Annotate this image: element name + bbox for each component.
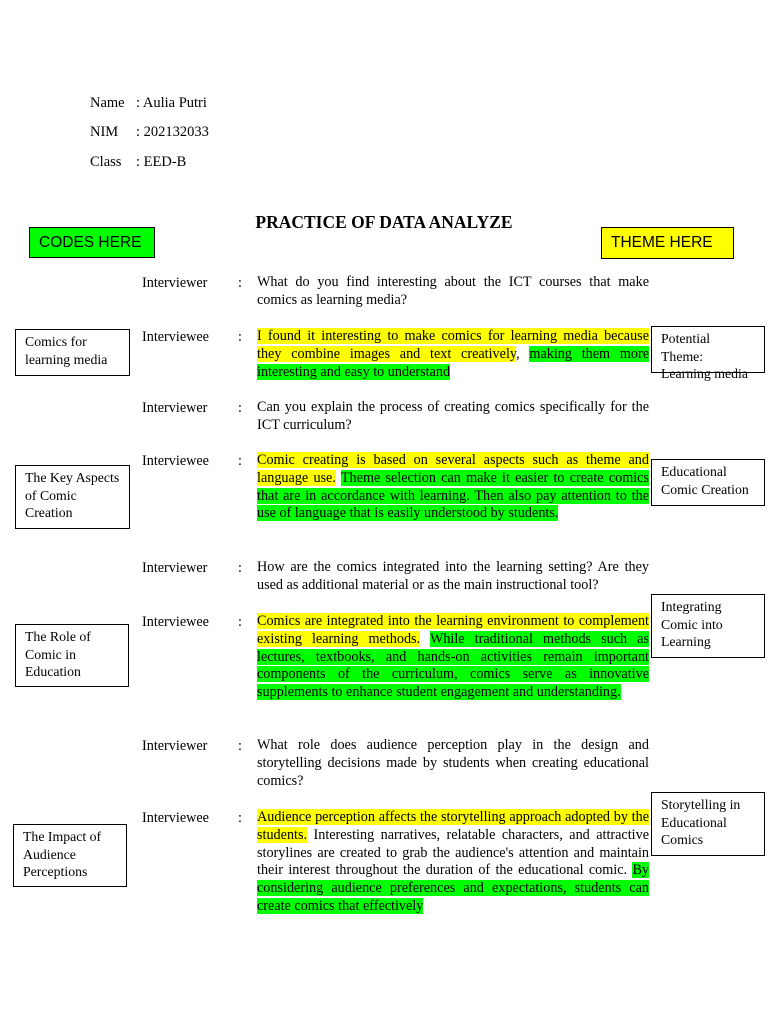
plain-text: Interesting narratives, relatable characters, and attractive storylines are created to grab the audience's attention and maintain their interest throughout the duration of the educational comic.: [257, 826, 649, 879]
page-title: PRACTICE OF DATA ANALYZE: [255, 212, 513, 232]
code-label: The Role of Comic in Education: [25, 629, 91, 680]
theme-box: [651, 594, 765, 658]
dialogue-text: [257, 452, 649, 523]
interviewer-label: Interviewer: [142, 400, 208, 416]
nim-row: [90, 123, 209, 141]
name-label: Name: [90, 95, 125, 111]
theme-highlight: While traditional methods such as lectures, textbooks, and hands-on activities remain important components of the curriculum, comics serve as innovative supplements to enhance student engagement and understanding.: [257, 630, 649, 701]
colon-separator: :: [238, 329, 242, 345]
interviewee-label: Interviewee: [142, 453, 209, 469]
interviewee-label: Interviewee: [142, 614, 209, 630]
dialogue-text: [257, 274, 649, 310]
name-row: [90, 94, 207, 112]
theme-here-tag: THEME HERE: [601, 227, 734, 259]
colon-separator: :: [238, 614, 242, 630]
code-box: [13, 824, 127, 887]
nim-value: : 202132033: [136, 124, 209, 140]
colon-separator: :: [238, 453, 242, 469]
interviewee-label: Interviewee: [142, 329, 209, 345]
name-value: : Aulia Putri: [136, 95, 207, 111]
code-label: The Impact of Audience Perceptions: [23, 829, 102, 880]
plain-text: What do you find interesting about the ICT courses that make comics as learning media?: [257, 274, 649, 308]
interviewer-label: Interviewer: [142, 738, 208, 754]
code-box: [15, 624, 129, 687]
dialogue-text: [257, 737, 649, 790]
dialogue-text: [257, 328, 649, 381]
code-label: Comics for learning media: [25, 334, 108, 367]
theme-box: [651, 326, 765, 382]
plain-text: What role does audience perception play in the design and storytelling decisions made by students when creating educational comics?: [257, 737, 649, 789]
code-box: [15, 465, 130, 529]
theme-label: Potential Theme: Learning media: [661, 331, 748, 382]
colon-separator: :: [238, 560, 242, 576]
codes-here-tag: CODES HERE: [29, 227, 155, 258]
interviewer-label: Interviewer: [142, 560, 208, 576]
nim-label: NIM: [90, 124, 119, 140]
theme-label: Storytelling in Educational Comics: [661, 797, 741, 848]
theme-highlight: By considering audience preferences and expectations, students can create comics that effectively: [257, 862, 649, 914]
plain-text: [420, 631, 430, 647]
plain-text: How are the comics integrated into the learning setting? Are they used as additional material or as the main instructional tool?: [257, 559, 649, 593]
code-box: [15, 329, 130, 376]
colon-separator: :: [238, 738, 242, 754]
plain-text: ,: [516, 345, 530, 362]
theme-label: Educational Comic Creation: [661, 464, 749, 497]
plain-text: Can you explain the process of creating comics specifically for the ICT curriculum?: [257, 399, 649, 433]
dialogue-text: [257, 399, 649, 435]
dialogue-text: [257, 613, 649, 702]
theme-highlight: making them more interesting and easy to understand: [257, 345, 650, 380]
dialogue-text: [257, 559, 649, 595]
class-row: [90, 153, 186, 171]
class-value: : EED-B: [136, 154, 187, 170]
interviewer-label: Interviewer: [142, 275, 208, 291]
code-highlight: Comic creating is based on several aspects such as theme and language use.: [257, 452, 649, 486]
theme-highlight: Theme selection can make it easier to create comics that are in accordance with learning. Then also pay attention to the use of language that is easily understood by students.: [257, 469, 650, 522]
colon-separator: :: [238, 810, 242, 826]
class-label: Class: [90, 154, 122, 170]
dialogue-text: [257, 809, 649, 916]
colon-separator: :: [238, 275, 242, 291]
theme-box: [651, 792, 765, 856]
code-highlight: Comics are integrated into the learning environment to complement existing learning methods.: [257, 613, 649, 647]
code-highlight: Audience perception affects the storytelling approach adopted by the students.: [257, 809, 649, 843]
code-highlight: I found it interesting to make comics for learning media because they combine images and text creatively: [257, 328, 649, 362]
interviewee-label: Interviewee: [142, 810, 209, 826]
theme-label: Integrating Comic into Learning: [661, 599, 723, 650]
code-label: The Key Aspects of Comic Creation: [25, 470, 120, 521]
theme-box: [651, 459, 765, 506]
colon-separator: :: [238, 400, 242, 416]
